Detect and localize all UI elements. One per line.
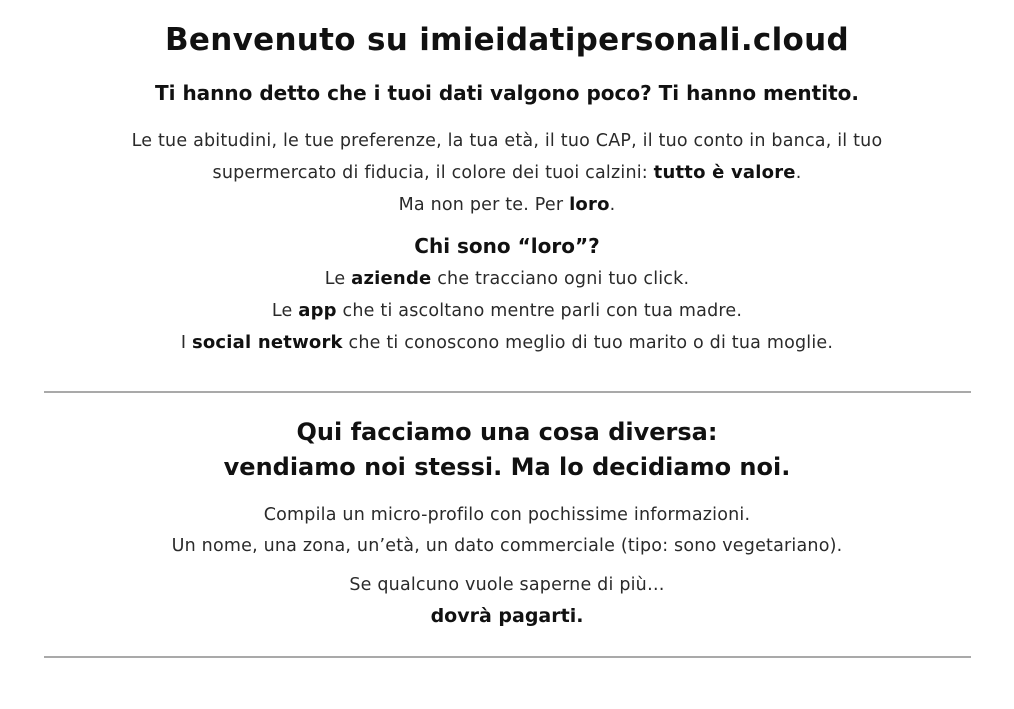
different-heading-line-1: Qui facciamo una cosa diversa: <box>296 418 718 446</box>
different-heading-line-2: vendiamo noi stessi. Ma lo decidiamo noi. <box>223 453 791 481</box>
page-subtitle: Ti hanno detto che i tuoi dati valgono poco? Ti hanno mentito. <box>154 81 859 105</box>
who-item: I social network che ti conoscono meglio di tuo marito o di tua moglie. <box>180 332 834 353</box>
different-text-line-1: Compila un micro-profilo con pochissime informazioni. <box>263 505 751 525</box>
who-item: Le aziende che tracciano ogni tuo click. <box>324 268 690 289</box>
intro-line-1: Le tue abitudini, le tue preferenze, la tua età, il tuo CAP, il tuo conto in banca, il tuo <box>131 131 883 151</box>
intro-line-3: Ma non per te. Per loro. <box>398 194 616 215</box>
different-text-line-2: Un nome, una zona, un’età, un dato commerciale (tipo: sono vegetariano). <box>171 536 843 556</box>
who-item-keyword: aziende <box>351 268 432 289</box>
pay-paragraph <box>0 570 1014 632</box>
pay-emphasis: dovrà pagarti. <box>430 605 584 627</box>
who-heading: Chi sono “loro”? <box>414 234 600 258</box>
intro-highlight-value: tutto è valore <box>653 162 796 183</box>
pay-text-line: Se qualcuno vuole saperne di più… <box>349 575 665 595</box>
different-heading <box>0 415 1014 485</box>
page-title: Benvenuto su imieidatipersonali.cloud <box>164 22 849 58</box>
who-section <box>0 232 1014 359</box>
intro-line-2: supermercato di fiducia, il colore dei tuoi calzini: tutto è valore. <box>212 162 802 183</box>
intro-highlight-loro: loro <box>569 194 610 215</box>
bottom-divider <box>44 656 971 658</box>
who-item-keyword: app <box>298 300 337 321</box>
section-divider <box>44 391 971 393</box>
different-paragraph <box>0 500 1014 562</box>
who-item: Le app che ti ascoltano mentre parli con tua madre. <box>271 300 743 321</box>
who-item-keyword: social network <box>191 332 343 353</box>
intro-paragraph <box>40 126 974 221</box>
